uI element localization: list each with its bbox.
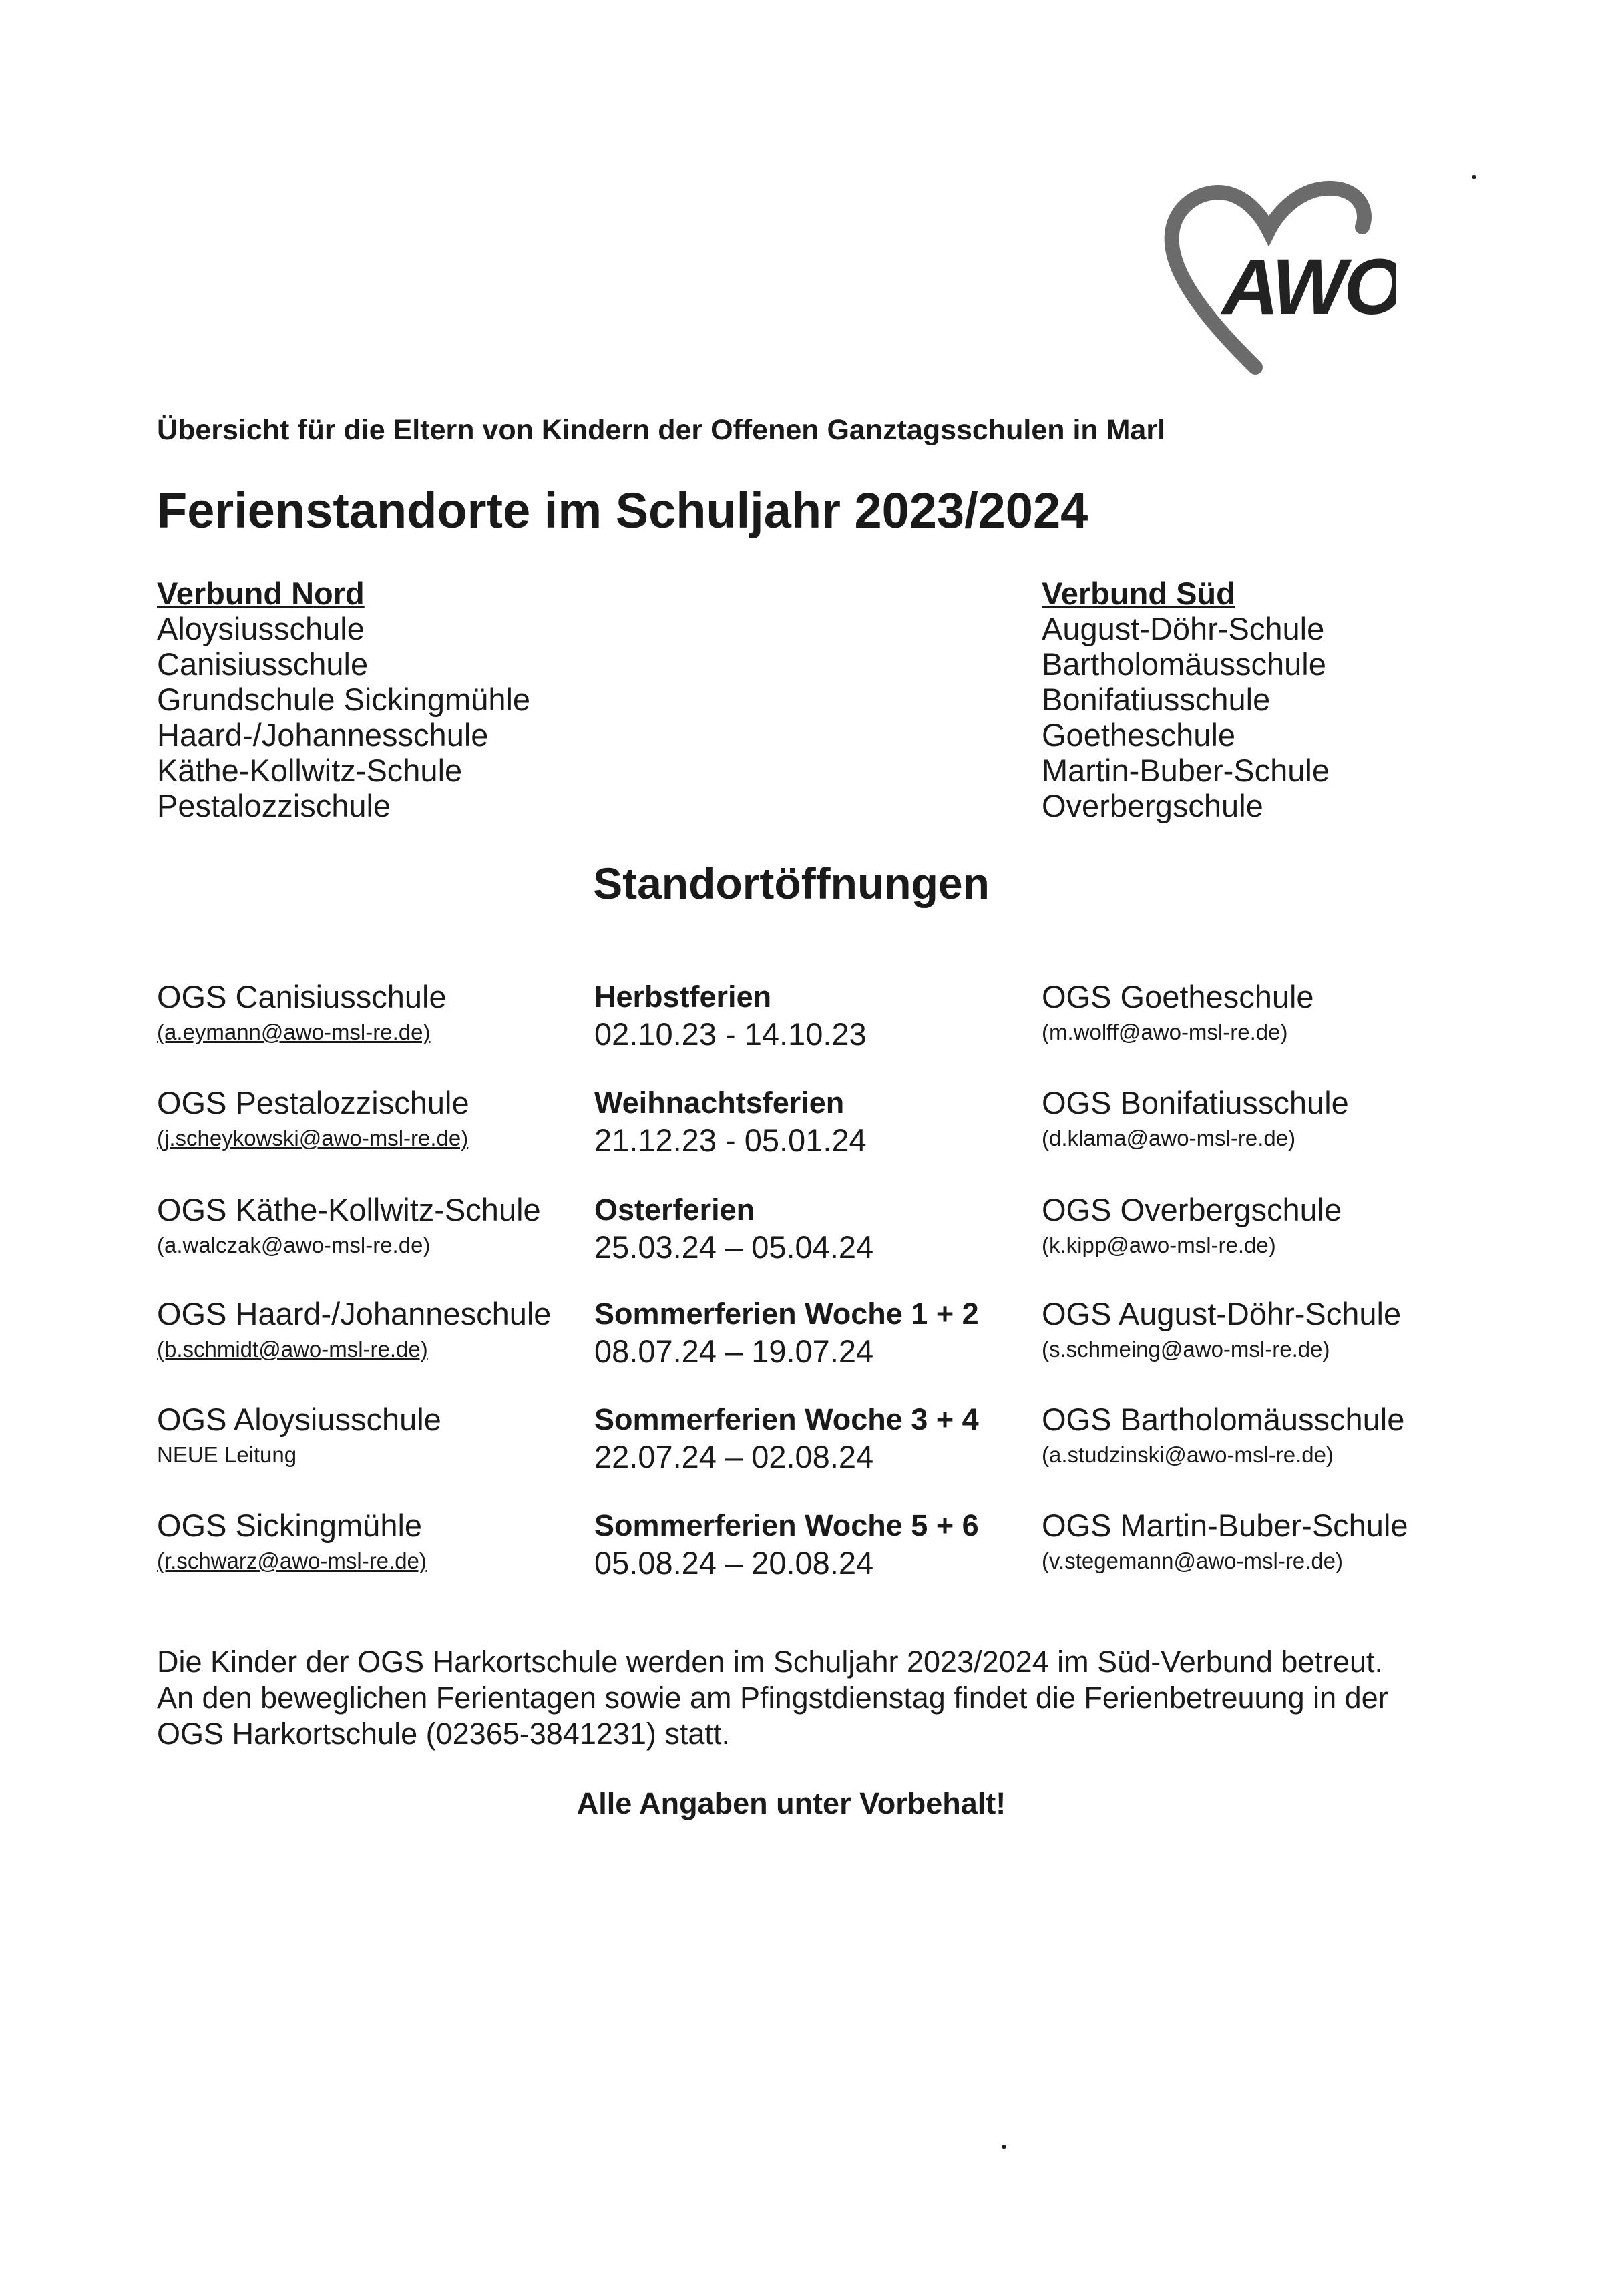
school-name: OGS Canisiusschule <box>157 979 447 1014</box>
schedule-row <box>0 1191 1624 1285</box>
period-dates: 08.07.24 – 19.07.24 <box>594 1333 874 1369</box>
school-name: OGS Martin-Buber-Schule <box>1042 1508 1408 1543</box>
period-label: Sommerferien Woche 3 + 4 <box>594 1402 979 1436</box>
school-name: OGS August-Döhr-Schule <box>1042 1296 1402 1331</box>
school-name: OGS Pestalozzischule <box>157 1085 469 1120</box>
school-note: NEUE Leitung <box>157 1442 297 1467</box>
school-name: OGS Käthe-Kollwitz-Schule <box>157 1192 541 1227</box>
left-school <box>157 1507 427 1578</box>
left-school <box>157 1084 469 1155</box>
schedule-row <box>0 1401 1624 1494</box>
period-dates: 05.08.24 – 20.08.24 <box>594 1545 874 1581</box>
scan-speck <box>1472 175 1476 179</box>
school-item: Grundschule Sickingmühle <box>157 682 531 717</box>
school-email: (d.klama@awo-msl-re.de) <box>1042 1126 1296 1151</box>
section-title: Standortöffnungen <box>593 859 990 908</box>
verbund-nord <box>157 576 530 823</box>
school-email-link[interactable]: (b.schmidt@awo-msl-re.de) <box>157 1337 428 1362</box>
school-email: (m.wolff@awo-msl-re.de) <box>1042 1020 1288 1044</box>
holiday-period <box>594 1401 979 1476</box>
school-item: Overbergschule <box>1042 788 1263 823</box>
school-name: OGS Goetheschule <box>1042 979 1314 1014</box>
school-item: Haard-/Johannesschule <box>157 717 489 753</box>
holiday-period <box>594 1191 873 1266</box>
harkortschule-note <box>157 1644 1388 1752</box>
school-email-link[interactable]: (a.eymann@awo-msl-re.de) <box>157 1020 431 1044</box>
scan-speck <box>1002 2145 1006 2149</box>
school-item: Bonifatiusschule <box>1042 682 1271 717</box>
page-subtitle: Übersicht für die Eltern von Kindern der Offenen Ganztagsschulen in Marl <box>157 414 1166 446</box>
period-label: Herbstferien <box>594 980 772 1014</box>
period-label: Sommerferien Woche 5 + 6 <box>594 1508 979 1542</box>
awo-heart-icon <box>1149 180 1396 381</box>
schedule-row <box>0 1507 1624 1601</box>
holiday-period <box>594 1507 979 1582</box>
right-school <box>1042 1295 1401 1366</box>
school-email: (k.kipp@awo-msl-re.de) <box>1042 1233 1276 1257</box>
verbund-nord-heading: Verbund Nord <box>157 576 365 611</box>
school-item: Pestalozzischule <box>157 788 391 823</box>
right-school <box>1042 1191 1342 1262</box>
school-item: Bartholomäusschule <box>1042 646 1326 682</box>
schedule-row <box>0 978 1624 1072</box>
right-school <box>1042 1507 1408 1578</box>
holiday-period <box>594 978 867 1053</box>
schedule-row <box>0 1295 1624 1389</box>
right-school <box>1042 1084 1349 1155</box>
period-label: Weihnachtsferien <box>594 1086 845 1120</box>
awo-logo <box>1149 180 1396 381</box>
schedule-row <box>0 1084 1624 1178</box>
holiday-period <box>594 1295 979 1370</box>
school-item: Käthe-Kollwitz-Schule <box>157 753 463 788</box>
period-label: Osterferien <box>594 1193 755 1227</box>
left-school <box>157 1295 551 1366</box>
school-name: OGS Aloysiusschule <box>157 1402 441 1437</box>
right-school <box>1042 1401 1404 1472</box>
note-line: Die Kinder der OGS Harkortschule werden im Schuljahr 2023/2024 im Süd-Verbund betreut. <box>157 1645 1383 1679</box>
left-school <box>157 1191 541 1262</box>
school-item: Canisiusschule <box>157 646 369 682</box>
school-email: (a.walczak@awo-msl-re.de) <box>157 1233 431 1257</box>
school-email: (s.schmeing@awo-msl-re.de) <box>1042 1337 1330 1362</box>
period-dates: 22.07.24 – 02.08.24 <box>594 1439 874 1474</box>
school-item: Aloysiusschule <box>157 611 365 646</box>
school-email-link[interactable]: (j.scheykowski@awo-msl-re.de) <box>157 1126 469 1151</box>
school-name: OGS Bonifatiusschule <box>1042 1085 1349 1120</box>
school-item: Goetheschule <box>1042 717 1236 753</box>
period-dates: 02.10.23 - 14.10.23 <box>594 1016 867 1052</box>
school-name: OGS Haard-/Johanneschule <box>157 1296 552 1331</box>
school-name: OGS Overbergschule <box>1042 1192 1342 1227</box>
period-dates: 25.03.24 – 05.04.24 <box>594 1229 874 1265</box>
right-school <box>1042 978 1314 1049</box>
page-title: Ferienstandorte im Schuljahr 2023/2024 <box>157 483 1088 538</box>
school-email: (v.stegemann@awo-msl-re.de) <box>1042 1548 1344 1573</box>
school-name: OGS Sickingmühle <box>157 1508 423 1543</box>
note-line: OGS Harkortschule (02365-3841231) statt. <box>157 1717 730 1751</box>
period-label: Sommerferien Woche 1 + 2 <box>594 1297 979 1331</box>
verbund-sued <box>1042 576 1330 823</box>
period-dates: 21.12.23 - 05.01.24 <box>594 1122 867 1158</box>
holiday-period <box>594 1084 867 1159</box>
school-item: Martin-Buber-Schule <box>1042 753 1330 788</box>
disclaimer: Alle Angaben unter Vorbehalt! <box>576 1786 1006 1820</box>
school-email-link[interactable]: (r.schwarz@awo-msl-re.de) <box>157 1548 427 1573</box>
school-email: (a.studzinski@awo-msl-re.de) <box>1042 1442 1334 1467</box>
left-school <box>157 978 447 1049</box>
school-item: August-Döhr-Schule <box>1042 611 1325 646</box>
note-line: An den beweglichen Ferientagen sowie am Pfingstdienstag findet die Ferienbetreuung in der <box>157 1681 1388 1715</box>
school-name: OGS Bartholomäusschule <box>1042 1402 1405 1437</box>
verbund-sued-heading: Verbund Süd <box>1042 576 1235 611</box>
left-school <box>157 1401 441 1472</box>
logo-text: AWO <box>1222 243 1396 331</box>
